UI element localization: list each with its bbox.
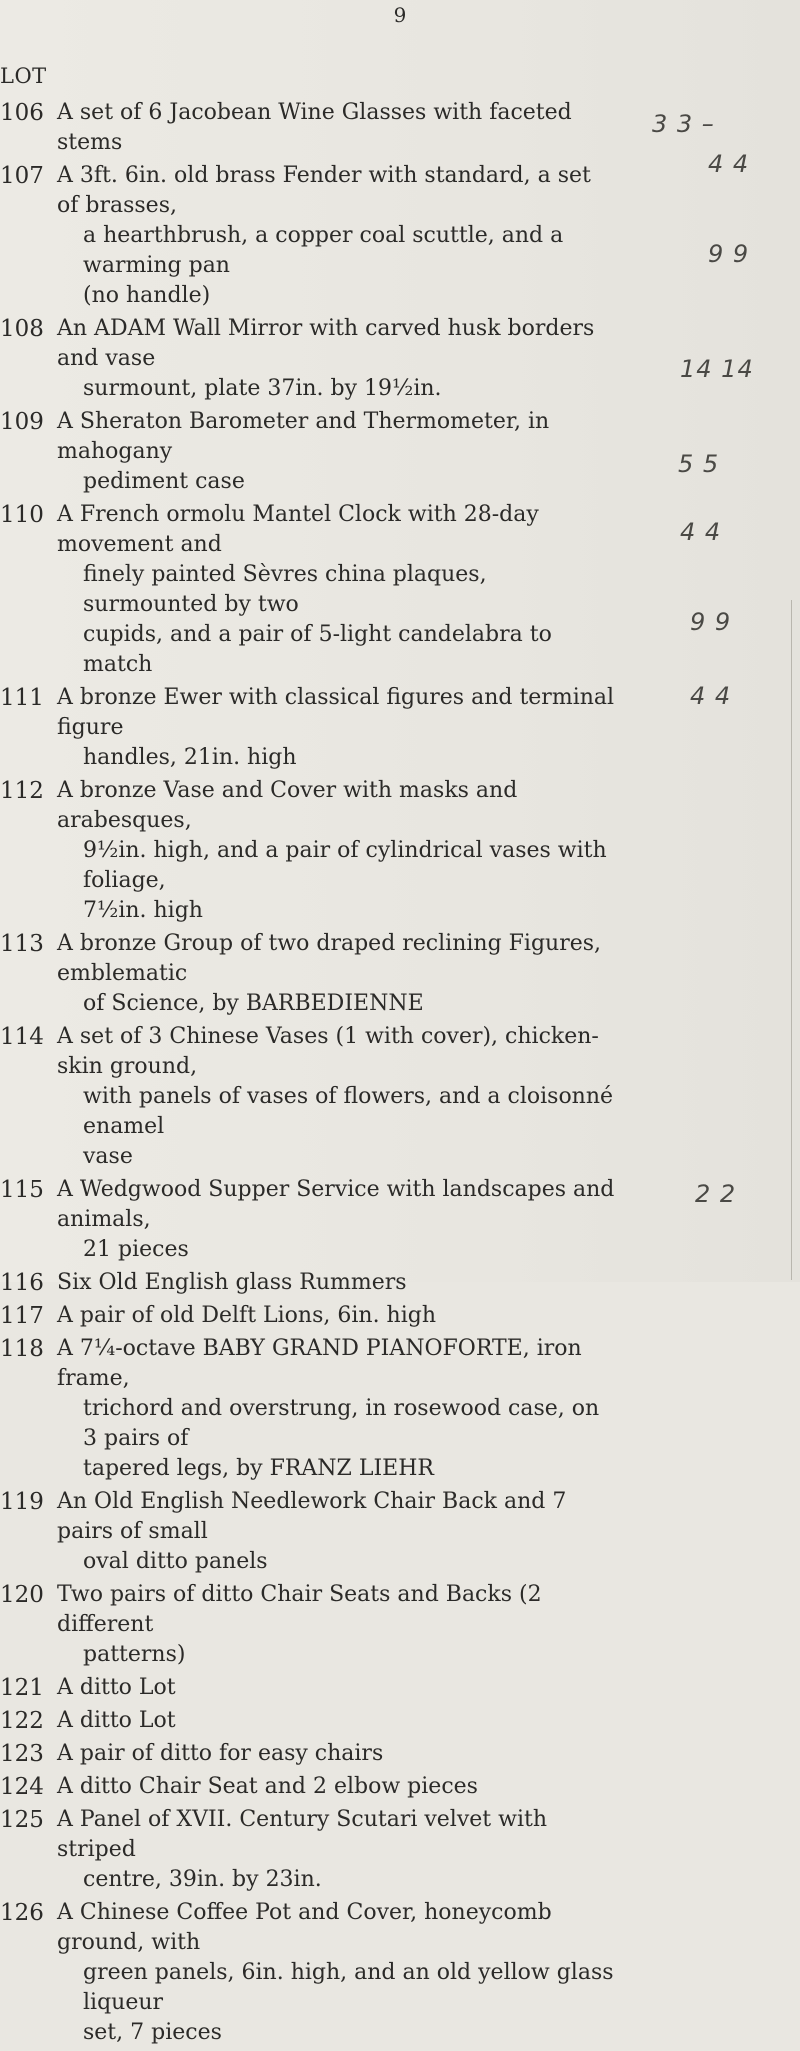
lot-description: [57, 1706, 617, 1736]
description-line: a hearthbrush, a copper coal scuttle, and a warming pan: [83, 223, 564, 278]
description-line: A 3ft. 6in. old brass Fender with standard, a set of brasses,: [57, 163, 591, 218]
description-line: centre, 39in. by 23in.: [83, 1867, 322, 1892]
lot-number: 119: [0, 1489, 44, 1515]
lot-column-header: LOT: [0, 64, 47, 88]
description-line: A Panel of XVII. Century Scutari velvet with striped: [57, 1807, 548, 1862]
description-line: tapered legs, by FRANZ LIEHR: [83, 1456, 434, 1481]
lot-number: 112: [0, 778, 44, 804]
description-line: A bronze Group of two draped reclining Figures, emblematic: [57, 931, 602, 986]
lot-entry: [0, 1334, 760, 1484]
lot-description: [57, 98, 617, 158]
handwritten-price: 4 4: [690, 682, 732, 710]
lot-entry: [0, 1898, 760, 2048]
page-edge-shadow: [791, 600, 792, 1280]
lot-entry: [0, 1175, 760, 1265]
lot-entry: [0, 1673, 760, 1703]
description-line: A ditto Chair Seat and 2 elbow pieces: [57, 1774, 478, 1799]
lot-description: [57, 1301, 617, 1331]
lot-entry: [0, 1580, 760, 1670]
description-line: of Science, by BARBEDIENNE: [83, 991, 424, 1016]
lot-description: [57, 1334, 617, 1484]
lot-description: [57, 1805, 617, 1895]
lot-description: [57, 1268, 617, 1298]
lot-number: 125: [0, 1807, 44, 1833]
lot-description: [57, 1739, 617, 1769]
lot-number: 122: [0, 1708, 44, 1734]
lot-number: 116: [0, 1270, 44, 1296]
lot-description: [57, 929, 617, 1019]
lot-number: 107: [0, 163, 44, 189]
handwritten-price: 2 2: [695, 1180, 737, 1208]
lot-entry: [0, 1022, 760, 1172]
lot-description: [57, 1772, 617, 1802]
description-line: with panels of vases of flowers, and a cloisonné enamel: [83, 1084, 614, 1139]
lot-description: [57, 683, 617, 773]
lot-number: 118: [0, 1336, 44, 1362]
description-line: Two pairs of ditto Chair Seats and Backs (2 different: [57, 1582, 542, 1637]
lot-entry: [0, 929, 760, 1019]
description-line: A set of 6 Jacobean Wine Glasses with faceted stems: [57, 100, 572, 155]
handwritten-price: 9 9: [708, 240, 750, 268]
description-line: patterns): [83, 1642, 186, 1667]
description-line: Six Old English glass Rummers: [57, 1270, 407, 1295]
lot-entry: [0, 1487, 760, 1577]
description-line: A Sheraton Barometer and Thermometer, in mahogany: [57, 409, 550, 464]
lot-description: [57, 1898, 617, 2048]
lot-number: 106: [0, 100, 44, 126]
lot-entry: [0, 1805, 760, 1895]
handwritten-price: 3 3 –: [652, 110, 715, 138]
description-line: 9½in. high, and a pair of cylindrical vases with foliage,: [83, 838, 607, 893]
lot-number: 111: [0, 685, 44, 711]
lot-number: 110: [0, 502, 44, 528]
lot-number: 113: [0, 931, 44, 957]
description-line: A French ormolu Mantel Clock with 28-day movement and: [57, 502, 539, 557]
lot-list: [0, 98, 760, 2051]
lot-entry: [0, 1739, 760, 1769]
lot-number: 117: [0, 1303, 44, 1329]
lot-description: [57, 407, 617, 497]
lot-entry: [0, 1706, 760, 1736]
description-line: vase: [83, 1144, 133, 1169]
lot-number: 121: [0, 1675, 44, 1701]
lot-description: [57, 161, 617, 311]
lot-number: 123: [0, 1741, 44, 1767]
lot-number: 109: [0, 409, 44, 435]
lot-number: 115: [0, 1177, 44, 1203]
description-line: An ADAM Wall Mirror with carved husk borders and vase: [57, 316, 595, 371]
lot-description: [57, 1175, 617, 1265]
description-line: cupids, and a pair of 5-light candelabra to match: [83, 622, 552, 677]
description-line: A Wedgwood Supper Service with landscapes and animals,: [57, 1177, 615, 1232]
description-line: A bronze Vase and Cover with masks and arabesques,: [57, 778, 518, 833]
lot-number: 124: [0, 1774, 44, 1800]
handwritten-price: 5 5: [678, 450, 720, 478]
lot-description: [57, 314, 617, 404]
description-line: A ditto Lot: [57, 1675, 176, 1700]
lot-entry: [0, 98, 760, 158]
lot-entry: [0, 1772, 760, 1802]
description-line: pediment case: [83, 469, 245, 494]
lot-number: 114: [0, 1024, 44, 1050]
description-line: An Old English Needlework Chair Back and 7 pairs of small: [57, 1489, 567, 1544]
lot-entry: [0, 683, 760, 773]
description-line: 7½in. high: [83, 898, 203, 923]
lot-entry: [0, 314, 760, 404]
lot-description: [57, 1022, 617, 1172]
description-line: oval ditto panels: [83, 1549, 268, 1574]
lot-description: [57, 1580, 617, 1670]
description-line: A bronze Ewer with classical figures and terminal figure: [57, 685, 615, 740]
description-line: handles, 21in. high: [83, 745, 297, 770]
description-line: A ditto Lot: [57, 1708, 176, 1733]
handwritten-price: 4 4: [680, 518, 722, 546]
lot-entry: [0, 161, 760, 311]
lot-entry: [0, 407, 760, 497]
lot-number: 120: [0, 1582, 44, 1608]
handwritten-price: 4 4: [708, 150, 750, 178]
lot-description: [57, 1673, 617, 1703]
lot-entry: [0, 1301, 760, 1331]
description-line: trichord and overstrung, in rosewood case, on 3 pairs of: [83, 1396, 600, 1451]
description-line: set, 7 pieces: [83, 2020, 222, 2045]
description-line: A Chinese Coffee Pot and Cover, honeycomb ground, with: [57, 1900, 552, 1955]
lot-entry: [0, 776, 760, 926]
lot-number: 108: [0, 316, 44, 342]
description-line: A pair of ditto for easy chairs: [57, 1741, 384, 1766]
description-line: 21 pieces: [83, 1237, 189, 1262]
description-line: A 7¼-octave BABY GRAND PIANOFORTE, iron frame,: [57, 1336, 582, 1391]
handwritten-price: 9 9: [690, 608, 732, 636]
description-line: surmount, plate 37in. by 19½in.: [83, 376, 442, 401]
description-line: (no handle): [83, 283, 211, 308]
description-line: finely painted Sèvres china plaques, surmounted by two: [83, 562, 487, 617]
description-line: green panels, 6in. high, and an old yellow glass liqueur: [83, 1960, 614, 2015]
description-line: A pair of old Delft Lions, 6in. high: [57, 1303, 437, 1328]
lot-description: [57, 500, 617, 680]
page-number: 9: [393, 3, 407, 27]
lot-entry: [0, 1268, 760, 1298]
handwritten-price: 14 14: [680, 355, 754, 383]
description-line: A set of 3 Chinese Vases (1 with cover), chicken-skin ground,: [57, 1024, 599, 1079]
lot-description: [57, 1487, 617, 1577]
lot-entry: [0, 500, 760, 680]
lot-number: 126: [0, 1900, 44, 1926]
lot-description: [57, 776, 617, 926]
